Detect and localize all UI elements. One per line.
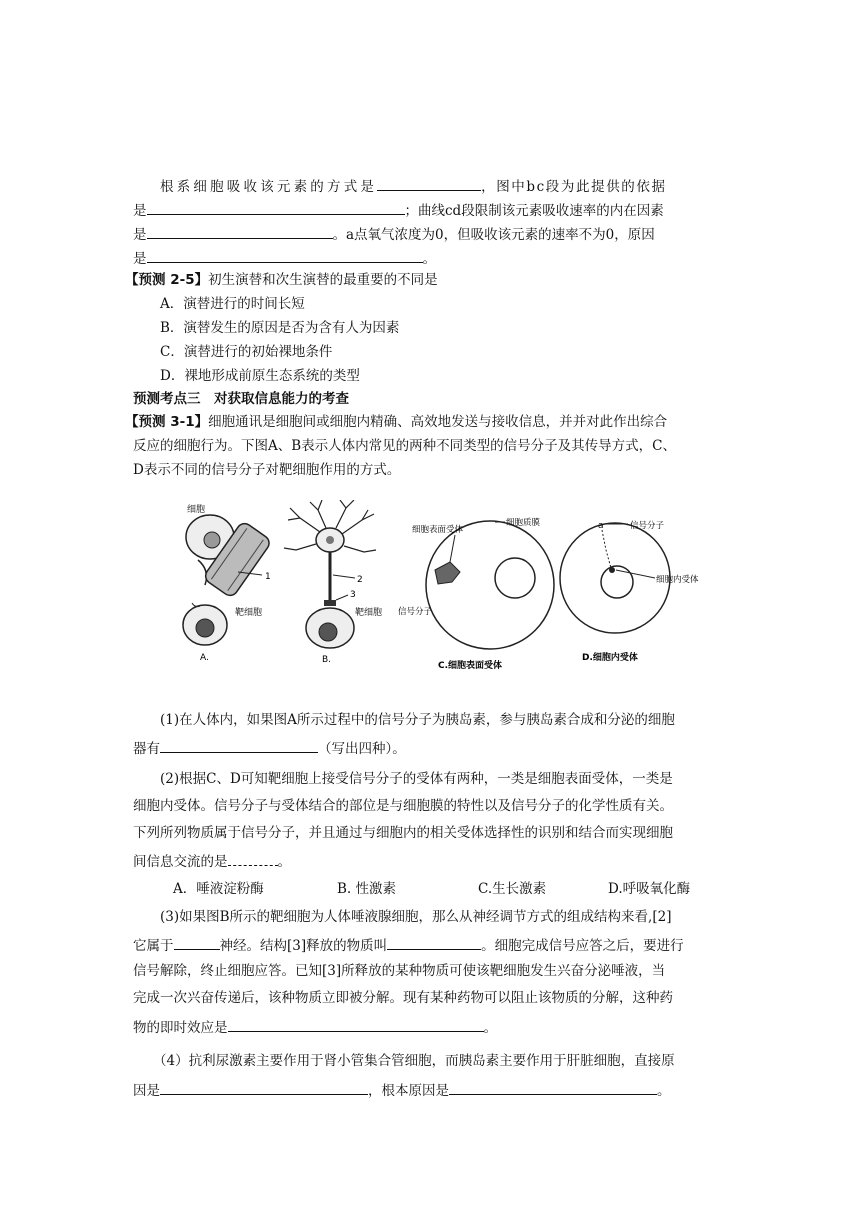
text: 间信息交流的是	[133, 854, 228, 870]
text: 。	[277, 854, 291, 870]
nucleus	[326, 536, 334, 544]
vessel-link	[198, 560, 206, 585]
panel-a	[183, 504, 272, 663]
signal-dots	[192, 603, 200, 607]
label-3: 3	[350, 590, 356, 600]
text: 神经。结构[3]释放的物质叫	[219, 938, 388, 954]
option-a: A．唾液淀粉酶	[173, 881, 264, 897]
sub2-line2: 细胞内受体。信号分子与受体结合的部位是与细胞膜的特性以及信号分子的化学性质有关。	[133, 798, 673, 814]
intracellular-receptor	[609, 567, 615, 573]
pointer-line	[336, 595, 348, 600]
option-b: B. 性激素	[337, 881, 397, 897]
cell-signaling-figure	[150, 500, 700, 680]
sub3-line2	[133, 935, 733, 955]
question-title: 【预测 2-5】	[125, 272, 209, 288]
answer-blank	[147, 200, 405, 215]
p1-line1	[160, 176, 731, 196]
answer-blank	[147, 224, 333, 239]
answer-blank	[160, 738, 318, 753]
answer-blank	[147, 248, 423, 263]
label-target-a: 靶细胞	[235, 608, 263, 618]
text: 是	[133, 203, 147, 219]
sub4-line2	[133, 1080, 733, 1100]
label-signal-d: 信号分子	[630, 521, 665, 531]
section-heading: 预测考点三 对获取信息能力的考查	[133, 391, 349, 407]
sub2-line3: 下列所列物质属于信号分子，并且通过与细胞内的相关受体选择性的识别和结合而实现细胞	[133, 825, 673, 841]
option-d: D.呼吸氧化酶	[608, 881, 691, 897]
answer-blank	[377, 176, 481, 191]
question-title: 【预测 3-1】	[125, 414, 209, 430]
p1-line3	[133, 224, 733, 244]
label-membrane: 细胞质膜	[506, 518, 541, 528]
panel-c	[398, 517, 554, 671]
p1-line2	[133, 200, 733, 220]
label-target-b: 靶细胞	[355, 608, 383, 618]
label-2: 2	[357, 575, 363, 585]
text: 是	[133, 251, 147, 267]
label-surface-receptor: 细胞表面受体	[412, 525, 464, 535]
option-d: D．裸地形成前原生态系统的类型	[160, 368, 360, 384]
signal-path	[602, 530, 611, 568]
question-3-1-line3: D表示不同的信号分子对靶细胞作用的方式。	[133, 462, 401, 478]
sub4-line1: （4）抗利尿激素主要作用于肾小管集合管细胞，而胰岛素主要作用于肝脏细胞，直接原	[153, 1053, 675, 1069]
cell-membrane-c	[426, 521, 554, 649]
nucleus	[204, 532, 220, 548]
question-3-1-line1	[125, 413, 725, 431]
sub2-line4	[133, 851, 733, 871]
sub3-line4: 完成一次兴奋传递后，该种物质立即被分解。现有某种药物可以阻止该物质的分解，这种药	[133, 990, 673, 1006]
option-c: C.生长激素	[478, 881, 547, 897]
pointer-line	[450, 535, 455, 562]
answer-blank	[174, 935, 220, 950]
nucleus-c	[495, 558, 535, 598]
text: 。	[422, 251, 436, 267]
text: 。	[483, 1020, 497, 1036]
text: 是	[133, 227, 147, 243]
caption-d: D.细胞内受体	[582, 653, 638, 663]
question-3-1-line2: 反应的细胞行为。下图A、B表示人体内常见的两种不同类型的信号分子及其传导方式，C、	[133, 438, 676, 454]
sub1-line1: (1)在人体内，如果图A所示过程中的信号分子为胰岛素，参与胰岛素合成和分泌的细胞	[160, 712, 675, 728]
caption-b: B.	[322, 655, 332, 665]
label-cell: 细胞	[187, 505, 206, 515]
text: 器有	[133, 741, 160, 757]
answer-blank	[228, 1017, 484, 1032]
surface-receptor	[435, 562, 460, 584]
answer-blank	[228, 851, 278, 866]
text: 。	[657, 1083, 671, 1099]
sub3-line1: (3)如果图B所示的靶细胞为人体唾液腺细胞，那么从神经调节方式的组成结构来看,[2]	[160, 909, 672, 925]
pointer-line	[333, 575, 355, 578]
nucleus	[196, 619, 214, 637]
text: 它属于	[133, 938, 174, 954]
panel-b	[284, 500, 382, 665]
label-signal-c: 信号分子	[398, 607, 433, 617]
text: 。细胞完成信号应答之后，要进行	[481, 938, 684, 954]
pointer-line	[616, 570, 655, 578]
nucleus-d	[601, 566, 633, 598]
sub3-line5	[133, 1017, 733, 1037]
question-2-5	[125, 271, 725, 289]
sub2-line1: (2)根据C、D可知靶细胞上接受信号分子的受体有两种，一类是细胞表面受体，一类是	[160, 771, 673, 787]
label-intracellular-receptor: 细胞内受体	[656, 575, 699, 585]
p1-line4	[133, 248, 733, 268]
text: 因是	[133, 1083, 160, 1099]
panel-d	[560, 520, 699, 663]
text: 细胞通讯是细胞间或细胞内精确、高效地发送与接收信息，并并对此作出综合	[208, 414, 668, 430]
text: 物的即时效应是	[133, 1020, 228, 1036]
text: （写出四种）。	[318, 741, 406, 757]
synapse-terminal	[324, 600, 336, 606]
label-a: a	[598, 521, 604, 531]
option-b: B．演替发生的原因是否为含有人为因素	[160, 320, 400, 336]
text: ，根本原因是	[368, 1083, 449, 1099]
option-c: C．演替进行的初始裸地条件	[160, 344, 333, 360]
question-text: 初生演替和次生演替的最重要的不同是	[208, 272, 438, 288]
text: 。a点氧气浓度为0，但吸收该元素的速率不为0，原因	[332, 227, 655, 243]
option-a: A．演替进行的时间长短	[160, 296, 305, 312]
answer-blank	[387, 935, 481, 950]
answer-blank	[160, 1080, 368, 1095]
label-1: 1	[265, 572, 271, 582]
sub1-line2	[133, 738, 733, 758]
caption-a: A.	[200, 653, 209, 663]
text: 根系细胞吸收该元素的方式是	[160, 179, 378, 195]
caption-c: C.细胞表面受体	[438, 661, 503, 671]
sub3-line3: 信号解除，终止细胞应答。已知[3]所释放的某种物质可使该靶细胞发生兴奋分泌唾液，当	[133, 963, 666, 979]
answer-blank	[449, 1080, 657, 1095]
text: ，图中bc段为此提供的依据	[481, 179, 667, 195]
nucleus	[319, 623, 337, 641]
text: ；曲线cd段限制该元素吸收速率的内在因素	[404, 203, 664, 219]
